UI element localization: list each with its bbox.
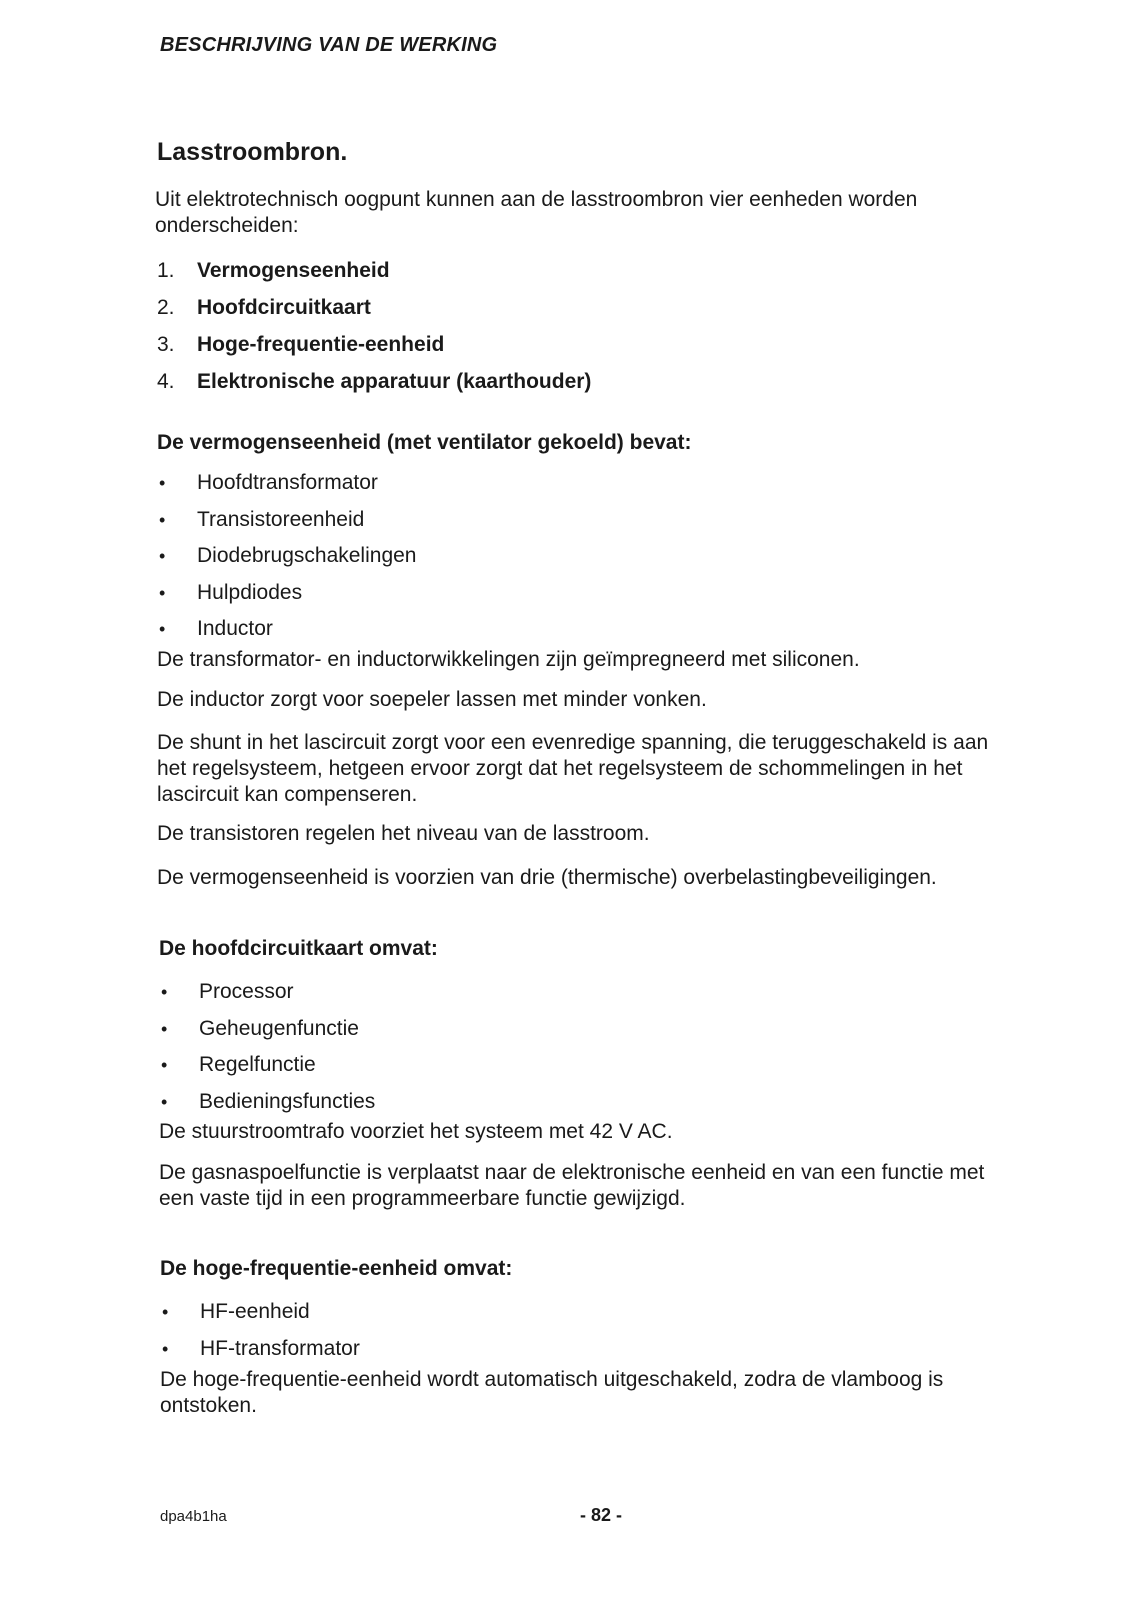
bullet-icon: •: [159, 619, 166, 639]
list-item: • Regelfunctie: [159, 1052, 375, 1089]
bullet-icon: •: [162, 1302, 169, 1322]
list-item: • Inductor: [157, 616, 417, 653]
body-paragraph: De stuurstroomtrafo voorziet het systeem met 42 V AC.: [159, 1120, 673, 1143]
intro-paragraph: Uit elektrotechnisch oogpunt kunnen aan de lasstroombron vier eenheden worden onderscheiden:: [155, 188, 918, 237]
list-item: • Diodebrugschakelingen: [157, 543, 417, 580]
body-paragraph: De inductor zorgt voor soepeler lassen met minder vonken.: [157, 688, 707, 711]
body-paragraph: De gasnaspoelfunctie is verplaatst naar de elektronische eenheid en van een functie met een vaste tijd in een programmeerbare functie gewijzigd.: [159, 1161, 985, 1210]
list-item: 4. Elektronische apparatuur (kaarthouder): [157, 370, 592, 393]
list-item: • Bedieningsfuncties: [159, 1089, 375, 1126]
hf-unit-list: [160, 1299, 360, 1372]
power-unit-list: [157, 470, 417, 653]
body-paragraph: De shunt in het lascircuit zorgt voor een evenredige spanning, die teruggeschakeld is aan het regelsysteem, hetgeen ervoor zorgt dat het regelsysteem de schommelingen in het lascircuit kan compenseren.: [157, 731, 989, 806]
bullet-icon: •: [159, 546, 166, 566]
list-item: 3. Hoge-frequentie-eenheid: [157, 333, 445, 356]
list-item: • Hulpdiodes: [157, 580, 417, 617]
power-unit-heading: De vermogenseenheid (met ventilator gekoeld) bevat:: [157, 431, 692, 454]
list-item: • Transistoreenheid: [157, 507, 417, 544]
body-paragraph: De vermogenseenheid is voorzien van drie (thermische) overbelastingbeveiligingen.: [157, 866, 937, 889]
list-item: • HF-transformator: [160, 1336, 360, 1373]
body-paragraph: De transformator- en inductorwikkelingen zijn geïmpregneerd met siliconen.: [157, 648, 860, 671]
bullet-icon: •: [161, 1018, 168, 1039]
list-item: 1. Vermogenseenheid: [157, 259, 390, 282]
units-list: [157, 258, 591, 406]
main-board-heading: De hoofdcircuitkaart omvat:: [159, 937, 438, 960]
bullet-icon: •: [159, 582, 166, 603]
bullet-icon: •: [159, 473, 166, 493]
bullet-icon: •: [161, 982, 168, 1002]
list-item: • Processor: [159, 979, 375, 1016]
document-code: dpa4b1ha: [160, 1508, 227, 1525]
bullet-icon: •: [159, 509, 166, 530]
list-item: • Hoofdtransformator: [157, 470, 417, 507]
body-paragraph: De hoge-frequentie-eenheid wordt automatisch uitgeschakeld, zodra de vlamboog is ontstoken.: [160, 1368, 944, 1417]
bullet-icon: •: [162, 1338, 169, 1359]
bullet-icon: •: [161, 1091, 168, 1112]
bullet-icon: •: [161, 1055, 168, 1075]
running-header: BESCHRIJVING VAN DE WERKING: [160, 34, 498, 56]
body-paragraph: De transistoren regelen het niveau van de lasstroom.: [157, 822, 650, 845]
list-item: • HF-eenheid: [160, 1299, 360, 1336]
list-item: 2. Hoofdcircuitkaart: [157, 296, 371, 319]
main-board-list: [159, 979, 375, 1125]
page-number: - 82 -: [580, 1505, 623, 1525]
hf-unit-heading: De hoge-frequentie-eenheid omvat:: [160, 1257, 513, 1280]
section-title: Lasstroombron.: [157, 138, 348, 166]
list-item: • Geheugenfunctie: [159, 1016, 375, 1053]
